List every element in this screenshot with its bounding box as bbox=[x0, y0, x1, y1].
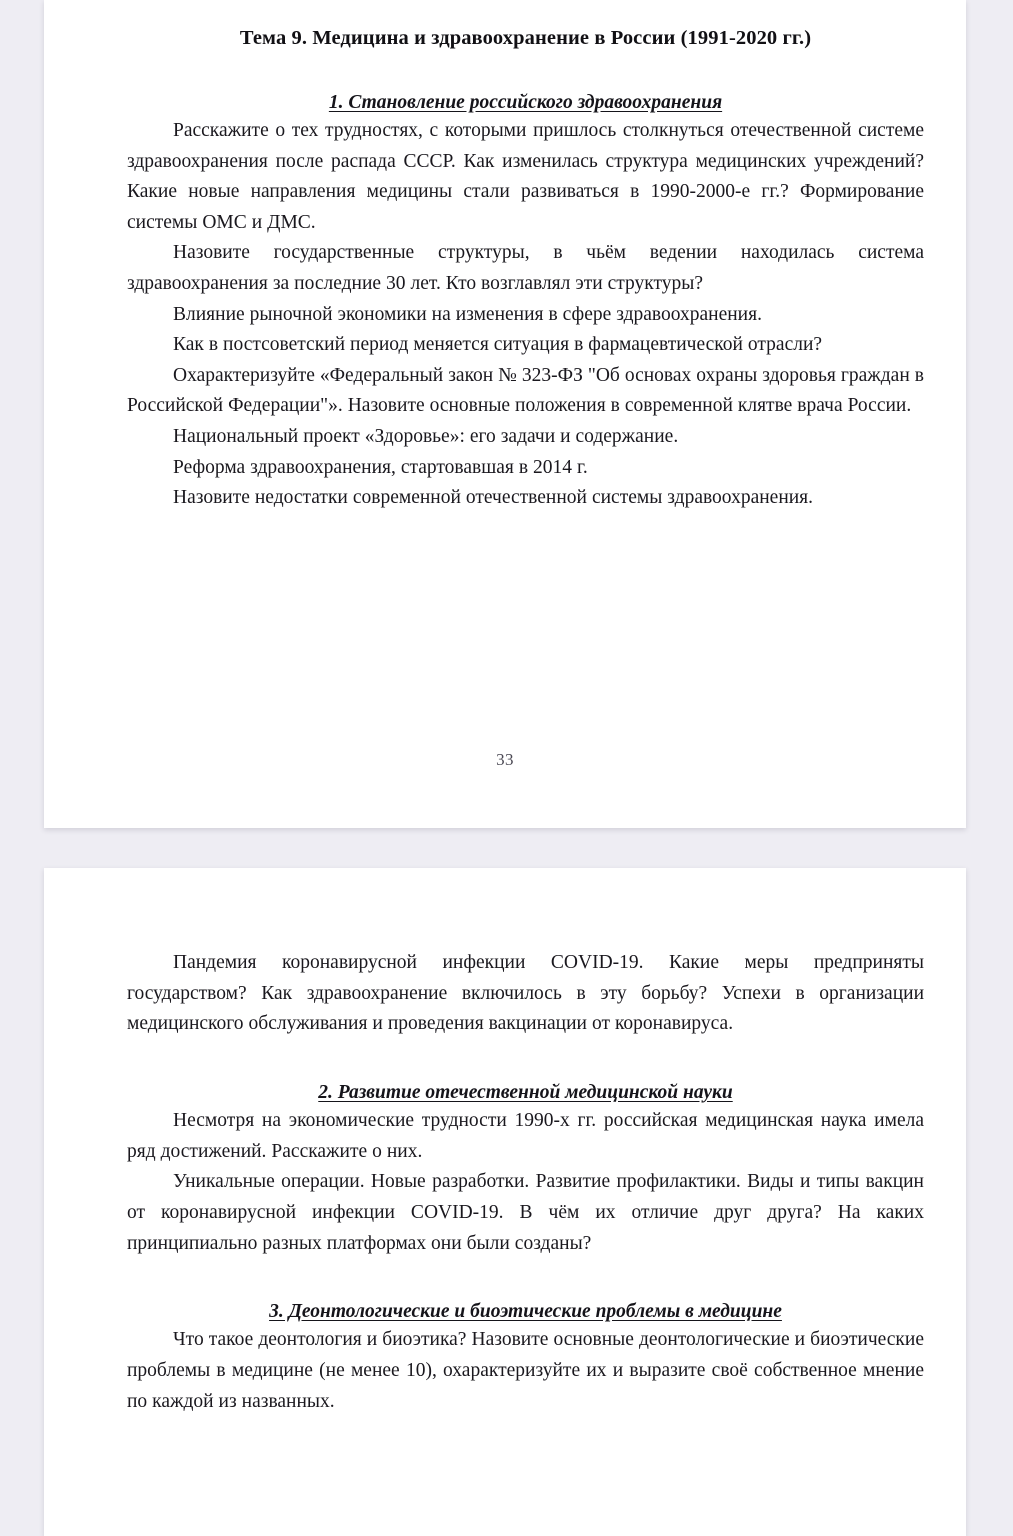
paragraph-1-2: Назовите государственные структуры, в чьём ведении находилась система здравоохранения за последние 30 лет. Кто возглавлял эти структуры? bbox=[127, 242, 924, 294]
page-number: 33 bbox=[496, 750, 514, 769]
section-heading-2: 2. Развитие отечественной медицинской науки bbox=[318, 1081, 733, 1103]
page-title: Тема 9. Медицина и здравоохранение в России (1991-2020 гг.) bbox=[239, 27, 812, 49]
paragraph-2-intro: Пандемия коронавирусной инфекции COVID-19. Какие меры предприняты государством? Как здравоохранение включилось в эту борьбу? Успехи в организации медицинского обслуживания и проведения вакцинации от коронавируса. bbox=[127, 952, 924, 1035]
paragraph-2-1: Несмотря на экономические трудности 1990-х гг. российская медицинская наука имела ряд достижений. Расскажите о них. bbox=[127, 1110, 924, 1162]
section-spacer bbox=[127, 1040, 924, 1080]
document-page-34 bbox=[44, 868, 966, 1536]
paragraph-1-1: Расскажите о тех трудностях, с которыми пришлось столкнуться отечественной системе здравоохранения после распада СССР. Как изменилась структура медицинских учреждений? Какие новые направления медицины стали развиваться в 1990-2000-е гг.? Формирование системы ОМС и ДМС. bbox=[127, 119, 924, 233]
section-heading-3: 3. Деонтологические и биоэтические проблемы в медицине bbox=[269, 1301, 782, 1323]
document-page-33 bbox=[44, 0, 966, 828]
paragraph-1-7: Реформа здравоохранения, стартовавшая в 2014 г. bbox=[173, 456, 588, 478]
section-heading-1: 1. Становление российского здравоохранения bbox=[328, 91, 723, 113]
paragraph-1-3: Влияние рыночной экономики на изменения в сфере здравоохранения. bbox=[173, 303, 762, 325]
paragraph-2-2: Уникальные операции. Новые разработки. Развитие профилактики. Виды и типы вакцин от коронавирусной инфекции COVID-19. В чём их отличие друг друга? На каких принципиально разных платформах они были созданы? bbox=[127, 1171, 924, 1254]
paragraph-1-4: Как в постсоветский период меняется ситуация в фармацевтической отрасли? bbox=[173, 334, 823, 356]
paragraph-3-1: Что такое деонтология и биоэтика? Назовите основные деонтологические и биоэтические проблемы в медицине (не менее 10), охарактеризуйте их и выразите своё собственное мнение по каждой из названных. bbox=[127, 1329, 924, 1412]
paragraph-1-8: Назовите недостатки современной отечественной системы здравоохранения. bbox=[173, 487, 814, 509]
section-spacer bbox=[127, 1259, 924, 1299]
page-34-content bbox=[127, 948, 924, 1417]
paragraph-1-5: Охарактеризуйте «Федеральный закон № 323-ФЗ "Об основах охраны здоровья граждан в Российской Федерации"». Назовите основные положения в современной клятве врача России. bbox=[127, 364, 924, 417]
page-33-content bbox=[127, 26, 924, 514]
paragraph-1-6: Национальный проект «Здоровье»: его задачи и содержание. bbox=[173, 425, 679, 447]
